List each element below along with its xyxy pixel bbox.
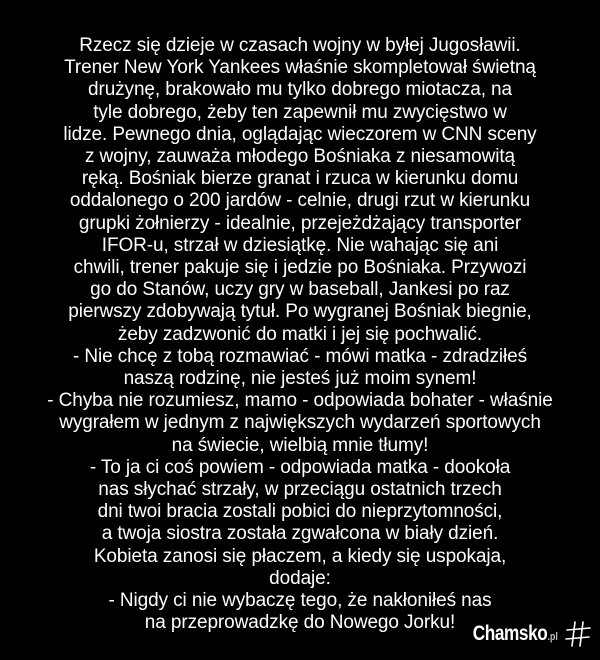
joke-line: tyle dobrego, żeby ten zapewnił mu zwycięstwo w [93,101,507,123]
joke-line: dodaje: [269,567,331,589]
joke-line: chwili, trener pakuje się i jedzie po Bośniaka. Przywozi [73,257,527,279]
brand-name [473,622,558,646]
joke-line: go do Stanów, uczy gry w baseball, Jankesi po raz [90,279,510,301]
joke-line: - Nie chcę z tobą rozmawiać - mówi matka - zdradziłeś [72,345,527,367]
joke-line: lidze. Pewnego dnia, oglądając wieczorem w CNN sceny [63,123,537,145]
joke-line: Rzecz się dzieje w czasach wojny w byłej Jugosławii. [79,35,521,56]
joke-line: - To ja ci coś powiem - odpowiada matka - dookoła [89,456,511,478]
joke-line: IFOR-u, strzał w dziesiątkę. Nie wahając się ani [101,234,499,256]
joke-line: grupki żołnierzy - idealnie, przejeżdżający transporter [78,212,522,234]
joke-line: - Nigdy ci nie wybaczę tego, że nakłoniłeś nas [108,590,492,612]
brand-watermark [454,620,592,648]
joke-line: ręką. Bośniak bierze granat i rzuca w kierunku domu [81,168,519,190]
joke-line: nas słychać strzały, w przeciągu ostatnich trzech [98,479,502,501]
joke-line: - Chyba nie rozumiesz, mamo - odpowiada bohater - właśnie [47,390,553,412]
joke-line: na przeprowadzkę do Nowego Jorku! [144,612,456,634]
joke-line: Kobieta zanosi się płaczem, a kiedy się uspokaja, [93,545,507,567]
joke-line: na świecie, wielbią mnie tłumy! [171,434,429,456]
joke-line: z wojny, zauważa młodego Bośniaka z niesamowitą [84,146,516,168]
joke-line: dni twoi bracia zostali pobici do nieprzytomności, [97,501,503,523]
hash-logo-icon [564,620,592,648]
brand-name-text: Chamsko [472,622,548,645]
brand-tld: .pl [547,631,558,643]
joke-line: wygrałem w jednym z największych wydarzeń sportowych [59,412,541,434]
joke-line: a twoja siostra została zgwałcona w biały dzień. [101,523,499,545]
joke-line: Trener New York Yankees właśnie skompletował świetną [64,57,536,79]
joke-line: naszą rodzinę, nie jesteś już moim synem! [123,368,477,390]
joke-line: drużynę, brakowało mu tylko dobrego miotacza, na [88,79,512,101]
joke-line: oddalonego o 200 jardów - celnie, drugi rzut w kierunku [69,190,531,212]
joke-text [0,35,600,634]
joke-line: pierwszy zdobywają tytuł. Po wygranej Bośniak biegnie, [68,301,532,323]
joke-line: żeby zadzwonić do matki i jej się pochwalić. [117,323,483,345]
